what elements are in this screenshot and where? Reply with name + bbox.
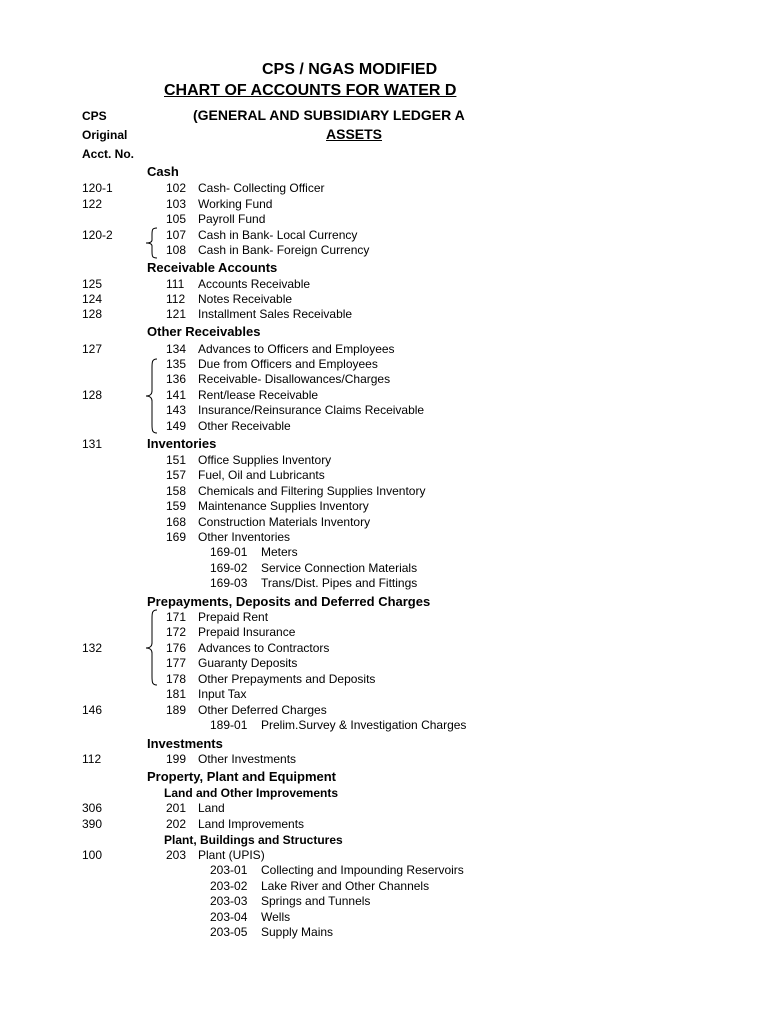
account-code: 151 — [166, 453, 187, 467]
account-name: Other Inventories — [198, 530, 291, 544]
account-name: Construction Materials Inventory — [198, 515, 371, 529]
original-acct-no: 127 — [82, 342, 103, 356]
account-row — [0, 848, 768, 863]
account-name: Office Supplies Inventory — [198, 453, 332, 467]
original-acct-no: 112 — [82, 752, 102, 766]
account-code: 134 — [166, 342, 187, 356]
account-row — [0, 925, 768, 940]
account-name: Insurance/Reinsurance Claims Receivable — [198, 403, 425, 417]
account-code: 203-01 — [210, 863, 248, 877]
account-name: Rent/lease Receivable — [198, 388, 319, 402]
account-row — [0, 718, 768, 733]
account-row — [0, 499, 768, 514]
account-name: Working Fund — [198, 197, 273, 211]
account-code: 159 — [166, 499, 187, 513]
account-row — [0, 910, 768, 925]
column-header-cps: CPS — [82, 109, 107, 123]
account-code: 112 — [166, 292, 186, 306]
account-name: Other Investments — [198, 752, 297, 766]
account-code: 203-05 — [210, 925, 248, 939]
account-name: Advances to Officers and Employees — [198, 342, 395, 356]
account-code: 168 — [166, 515, 187, 529]
account-row — [0, 817, 768, 832]
original-acct-no: 120-1 — [82, 181, 113, 195]
account-code: 143 — [166, 403, 187, 417]
account-code: 158 — [166, 484, 187, 498]
account-code: 169-02 — [210, 561, 248, 575]
account-code: 111 — [166, 277, 185, 291]
account-code: 172 — [166, 625, 187, 639]
account-row — [0, 277, 768, 292]
account-row — [0, 484, 768, 499]
account-row — [0, 243, 768, 258]
account-code: 171 — [166, 610, 187, 624]
original-acct-no: 146 — [82, 703, 103, 717]
account-row — [0, 801, 768, 816]
account-code: 203 — [166, 848, 187, 862]
inventories-original-acct: 131 — [82, 437, 103, 451]
account-code: 201 — [166, 801, 187, 815]
account-row — [0, 656, 768, 671]
account-row — [0, 752, 768, 767]
account-row — [0, 419, 768, 434]
account-name: Cash- Collecting Officer — [198, 181, 325, 195]
account-row — [0, 197, 768, 212]
account-row — [0, 388, 768, 403]
original-acct-no: 128 — [82, 307, 103, 321]
account-code: 107 — [166, 228, 187, 242]
account-code: 178 — [166, 672, 187, 686]
account-code: 169-03 — [210, 576, 248, 590]
account-code: 202 — [166, 817, 187, 831]
original-acct-no: 390 — [82, 817, 103, 831]
account-name: Input Tax — [198, 687, 247, 701]
account-code: 121 — [166, 307, 187, 321]
account-row — [0, 879, 768, 894]
doc-title-line2: CHART OF ACCOUNTS FOR WATER D — [164, 82, 457, 99]
account-code: 108 — [166, 243, 187, 257]
section-other-receivables: Other Receivables — [147, 324, 261, 339]
account-row — [0, 703, 768, 718]
account-row — [0, 672, 768, 687]
doc-title-line3: (GENERAL AND SUBSIDIARY LEDGER A — [193, 107, 465, 123]
account-row — [0, 561, 768, 576]
account-code: 103 — [166, 197, 187, 211]
account-name: Lake River and Other Channels — [261, 879, 430, 893]
account-code: 169 — [166, 530, 187, 544]
original-acct-no: 125 — [82, 277, 103, 291]
account-row — [0, 228, 768, 243]
account-name: Accounts Receivable — [198, 277, 311, 291]
section-prepayments: Prepayments, Deposits and Deferred Charges — [147, 594, 431, 609]
account-code: 141 — [166, 388, 187, 402]
account-row — [0, 687, 768, 702]
account-row — [0, 545, 768, 560]
account-row — [0, 641, 768, 656]
account-name: Wells — [261, 910, 291, 924]
account-row — [0, 468, 768, 483]
account-name: Land Improvements — [198, 817, 305, 831]
account-name: Maintenance Supplies Inventory — [198, 499, 369, 513]
account-name: Springs and Tunnels — [261, 894, 371, 908]
account-row — [0, 342, 768, 357]
original-acct-no: 132 — [82, 641, 103, 655]
account-code: 136 — [166, 372, 187, 386]
account-name: Cash in Bank- Local Currency — [198, 228, 358, 242]
account-code: 102 — [166, 181, 187, 195]
account-row — [0, 372, 768, 387]
account-name: Prepaid Rent — [198, 610, 269, 624]
section-property-plant-equipment: Property, Plant and Equipment — [147, 769, 337, 784]
account-code: 149 — [166, 419, 187, 433]
original-acct-no: 100 — [82, 848, 103, 862]
account-row — [0, 625, 768, 640]
account-code: 189 — [166, 703, 187, 717]
account-code: 176 — [166, 641, 187, 655]
account-name: Receivable- Disallowances/Charges — [198, 372, 391, 386]
account-row — [0, 863, 768, 878]
account-name: Due from Officers and Employees — [198, 357, 378, 371]
account-code: 199 — [166, 752, 187, 766]
account-name: Meters — [261, 545, 298, 559]
account-name: Land — [198, 801, 225, 815]
account-row — [0, 894, 768, 909]
account-code: 169-01 — [210, 545, 248, 559]
account-row — [0, 212, 768, 227]
account-name: Service Connection Materials — [261, 561, 418, 575]
account-name: Other Deferred Charges — [198, 703, 327, 717]
account-row — [0, 576, 768, 591]
account-name: Cash in Bank- Foreign Currency — [198, 243, 370, 257]
account-code: 189-01 — [210, 718, 248, 732]
column-header-acct-no: Acct. No. — [82, 147, 135, 161]
account-code: 203-04 — [210, 910, 248, 924]
account-name: Installment Sales Receivable — [198, 307, 353, 321]
subsection-land-improvements: Land and Other Improvements — [164, 786, 339, 800]
account-name: Prelim.Survey & Investigation Charges — [261, 718, 467, 732]
account-row — [0, 515, 768, 530]
account-name: Supply Mains — [261, 925, 334, 939]
account-row — [0, 530, 768, 545]
section-cash: Cash — [147, 164, 179, 179]
original-acct-no: 120-2 — [82, 228, 113, 242]
subsection-plant-buildings: Plant, Buildings and Structures — [164, 833, 343, 847]
account-name: Advances to Contractors — [198, 641, 330, 655]
account-row — [0, 453, 768, 468]
account-name: Prepaid Insurance — [198, 625, 296, 639]
account-name: Notes Receivable — [198, 292, 293, 306]
account-row — [0, 292, 768, 307]
section-receivable-accounts: Receivable Accounts — [147, 260, 278, 275]
account-name: Payroll Fund — [198, 212, 266, 226]
section-investments: Investments — [147, 736, 223, 751]
account-name: Collecting and Impounding Reservoirs — [261, 863, 464, 877]
account-code: 203-02 — [210, 879, 248, 893]
account-row — [0, 307, 768, 322]
account-row — [0, 403, 768, 418]
account-name: Fuel, Oil and Lubricants — [198, 468, 325, 482]
account-name: Chemicals and Filtering Supplies Inventory — [198, 484, 426, 498]
account-name: Plant (UPIS) — [198, 848, 265, 862]
original-acct-no: 122 — [82, 197, 103, 211]
account-code: 105 — [166, 212, 187, 226]
account-code: 203-03 — [210, 894, 248, 908]
account-code: 177 — [166, 656, 187, 670]
account-code: 135 — [166, 357, 187, 371]
account-row — [0, 181, 768, 196]
account-name: Other Receivable — [198, 419, 291, 433]
original-acct-no: 128 — [82, 388, 103, 402]
account-row — [0, 357, 768, 372]
original-acct-no: 306 — [82, 801, 103, 815]
account-name: Other Prepayments and Deposits — [198, 672, 376, 686]
original-acct-no: 124 — [82, 292, 103, 306]
account-name: Guaranty Deposits — [198, 656, 298, 670]
doc-title-line1: CPS / NGAS MODIFIED — [262, 61, 438, 78]
column-header-original: Original — [82, 128, 128, 142]
section-inventories: Inventories — [147, 436, 217, 451]
account-row — [0, 610, 768, 625]
account-name: Trans/Dist. Pipes and Fittings — [261, 576, 418, 590]
doc-title-assets: ASSETS — [326, 126, 383, 142]
account-code: 157 — [166, 468, 187, 482]
account-code: 181 — [166, 687, 187, 701]
